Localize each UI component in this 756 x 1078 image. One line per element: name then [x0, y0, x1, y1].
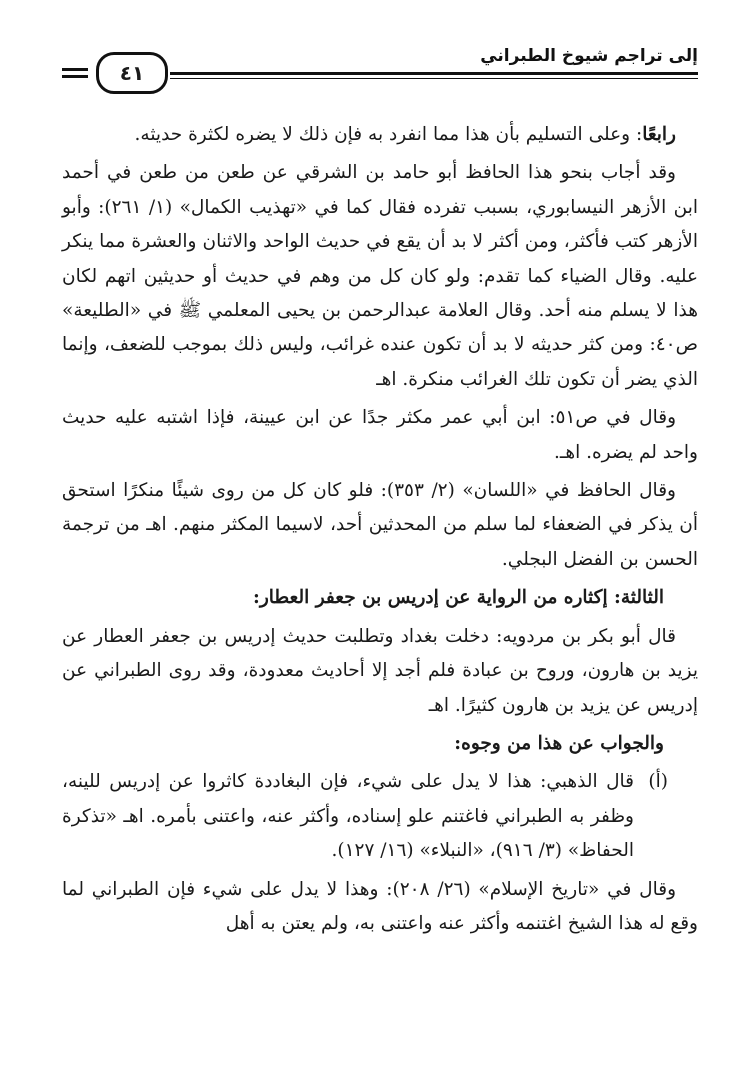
header-left-dash-lower	[62, 75, 88, 78]
header-rule-thin	[170, 78, 698, 79]
page-number: ٤١	[96, 52, 168, 94]
page-header	[62, 44, 698, 96]
paragraph-abu-hamid: وقد أجاب بنحو هذا الحافظ أبو حامد بن الشرقي عن طعن من طعن في أحمد ابن الأزهر النيسابوري، بسبب تفرده فقال كما في «تهذيب الكمال» (١/ ٢٦١): وأبو الأزهر كتب فأكثر، ومن أكثر لا بد أن يقع في حديث الواحد والاثنان والعشرة مما ينكر عليه. وقال الضياء كما تقدم: ولو كان كل من وهم في حديث أو حديثين اتهم لكان هذا لا يسلم منه أحد. وقال العلامة عبدالرحمن بن يحيى المعلمي ﷺ في «الطليعة» ص٤٠: ومن كثر حديثه لا بد أن تكون عنده غرائب، وليس ذلك بموجب للضعف، وإنما الذي يضر أن تكون تلك الغرائب منكرة. اهـ	[62, 162, 698, 390]
body-text	[62, 118, 698, 941]
list-item-a	[62, 765, 698, 868]
section-heading-third: الثالثة: إكثاره من الرواية عن إدريس بن جعفر العطار:	[252, 587, 664, 609]
paragraph-tarikh-islam: وقال في «تاريخ الإسلام» (٢٦/ ٢٠٨): وهذا لا يدل على شيء فإن الطبراني لما وقع له هذا الشيخ اغتنمه وأكثر عنه واعتنى به، ولم يعتن به أهل	[62, 878, 698, 934]
paragraph-text: : وعلى التسليم بأن هذا مما انفرد به فإن ذلك لا يضره لكثرة حديثه.	[134, 124, 643, 145]
list-item-text: قال الذهبي: هذا لا يدل على شيء، فإن البغاددة كاثروا عن إدريس للينه، وظفر به الطبراني فاغتنم علو إسناده، وأكثر عنه، واعتنى بأمره. اهـ «تذكرة الحفاظ» (٣/ ٩١٦)، «النبلاء» (١٦/ ١٢٧).	[62, 771, 634, 862]
header-rule-thick	[170, 72, 698, 75]
section-heading-answer: والجواب عن هذا من وجوه:	[454, 732, 664, 754]
paragraph-label: رابعًا	[642, 124, 676, 145]
paragraph-ibn-mardawayh: قال أبو بكر بن مردويه: دخلت بغداد وتطلبت حديث إدريس بن جعفر العطار عن يزيد بن هارون، وروح بن عبادة فلم أجد إلا أحاديث معدودة، وقد روى الطبراني عن إدريس عن يزيد بن هارون كثيرًا. اهـ	[62, 625, 698, 716]
running-title: إلى تراجم شيوخ الطبراني	[480, 46, 698, 66]
list-marker: (أ)	[648, 771, 668, 793]
paragraph-lisan: وقال الحافظ في «اللسان» (٢/ ٣٥٣): فلو كان كل من روى شيئًا منكرًا استحق أن يذكر في الضعفاء لما سلم من المحدثين أحد، لاسيما المكثر منهم. اهـ من ترجمة الحسن بن الفضل البجلي.	[62, 480, 698, 570]
header-left-dash	[62, 68, 88, 71]
paragraph-page-51: وقال في ص٥١: ابن أبي عمر مكثر جدًا عن ابن عيينة، فإذا اشتبه عليه حديث واحد لم يضره. اهـ.	[62, 407, 698, 463]
paragraph-fourth-point	[62, 118, 698, 152]
